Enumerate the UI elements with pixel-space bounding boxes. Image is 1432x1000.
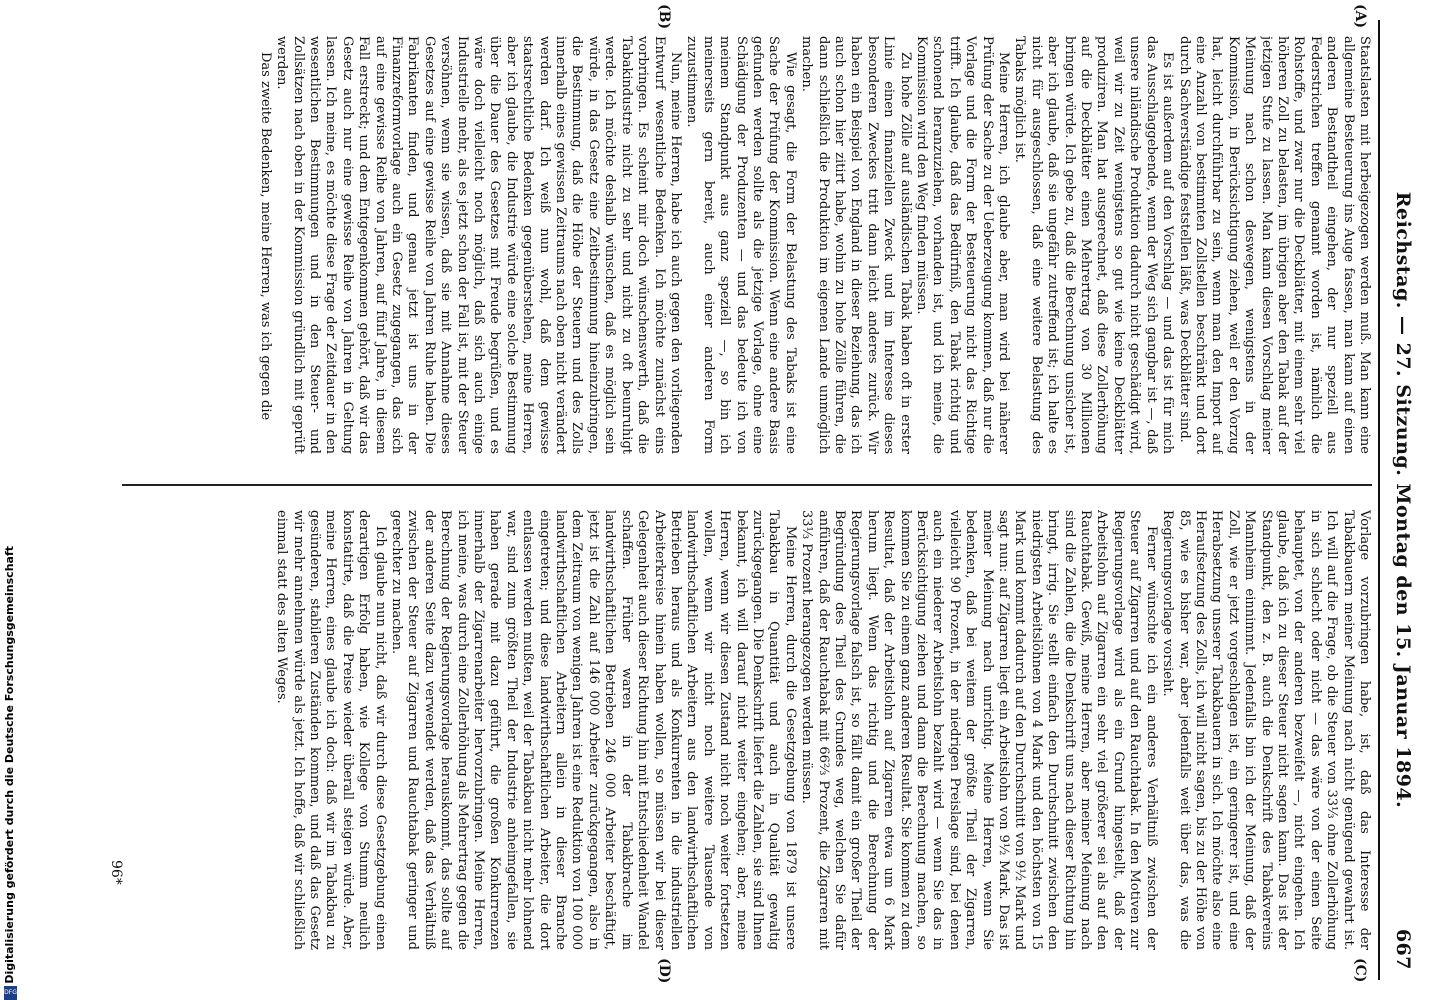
paragraph: Staatslasten mit herbeigezogen werden muß. Man kann eine allgemeine Besteuerung ins Auge fassen, man kann auf einen anderen Bestandtheil eingehen, der nur speziell aus Federstrichen treffen genannt worden ist, nämlich die Rohstoffe, und zwar nur die Deckblätter, mit einem sehr viel höheren Zoll zu belasten, im übrigen aber den Tabak auf der jetzigen Stufe zu lassen. Man kann diesen Vorschlag meiner Meinung nach schon deswegen, wenigstens in der Kommission, in Berücksichtigung ziehen, weil er den Vorzug hat, leicht durchführbar zu sein, wenn man den Import auf eine Anzahl von bestimmten Zollstellen beschränkt und dort durch Sachverständige feststellen läßt, was Deckblätter sind. (1176, 36, 1372, 454)
paragraph: Meine Herren, durch die Gesetzgebung von 1879 ist unsere Tabakbau in Quantität und auch in Qualität gewaltig zurückgegangen. Die Denkschrift liefert die Zahlen, sie sind Ihnen bekannt, ich will darauf nicht weiter eingehen; aber, meine Herren, wenn wir diesen Zustand nicht noch weiter fortsetzen wollen, wenn wir nicht noch weitere Tausende von landwirthschaftlichen Arbeitern aus den landwirthschaftlichen Betrieben heraus und als Konkurrenten in die industriellen Arbeiterkreise hinein haben wollen, so müssen wir bei dieser Gelegenheit auch dieser Richtung hin mit Entschiedenheit Wandel schaffen. Früher waren in der Tabakbrache im landwirthschaftlichen Betrieben 246 000 Arbeiter beschäftigt, jetzt ist die Zahl auf 146 000 Arbeiter zurückgegangen, also in dem Zeitraum von wenigen Jahren ist eine Reduktion von 100 000 landwirthschaftlichen Arbeitern allein in dieser Branche eingetreten; und diese landwirthschaftlichen Arbeiter, die dort entlassen werden mußten, weil der Tabakbau nicht mehr lohnend war, sind zum größten Theil der Industrie anheimgefallen, sie haben gerade mit dazu geführt, die großen Konkurrenzen innerhalb der Zigarrenarbeiter hervorzubringen. Meine Herren, ich meine, was durch eine Zollerhöhung als Mehrertrag gegen die Berechnung der Regierungsvorlage herauskommt, das sollte auf der anderen Seite dazu verwendet werden, daß das Verhältniß zwischen der Steuer auf Zigarren und Rauchtabak geringer und gerechter zu machen. (389, 510, 798, 950)
paragraph: Vorlage vorzubringen habe, ist, daß das Interesse der Tabakbauern meiner Meinung nach nicht genügend gewahrt ist. Ich will auf die Frage, ob die Steuer von 33⅓ ohne Zollerhöhung in sich schlecht oder nicht — das wäre von der einen Seite behauptet, von der anderen bezweifelt —, nicht eingehen. Ich glaube, daß ich zu dieser Steuer nicht sagen kann. Das ist der Standpunkt, den z. B. auch die Denkschrift des Tabakvereins Mannheim einnimmt. Jedenfalls bin ich der Meinung, daß der Zoll, wie er jetzt vorgeschlagen ist, ein geringerer ist, und eine Herabsetzung unserer Tabakbauern in sich. Ich möchte also eine Heraufsetzung des Zolls, ich will nicht sagen, bis zu der Höhe von 85, wie es bisher war, aber jedenfalls weit über das, was die Regierungsvorlage vorsieht. (1160, 510, 1372, 950)
page-number: 667 (1392, 928, 1414, 970)
rotated-document (78, 0, 1432, 1000)
dfg-logo: DFG (4, 986, 17, 1000)
page-header (1382, 30, 1414, 970)
margin-marker-d: (D) (656, 958, 672, 984)
margin-marker-b: (B) (656, 4, 672, 30)
sheet-signature: 96* (108, 860, 124, 885)
column-divider (122, 484, 1372, 486)
left-text-column (132, 36, 1372, 454)
paragraph: Das zweite Bedenken, meine Herren, was ich gegen die (257, 52, 273, 421)
header-rule (1378, 20, 1380, 980)
digitization-credit-strip (0, 0, 22, 1000)
paragraph: Ferner wünschte ich ein anderes Verhältniß zwischen der Steuer auf Zigarren und auf den Rauchtabak. In den Motiven zur Regierungsvorlage wird als ein Grund hingestellt, daß der Arbeitslohn auf Zigarren ein sehr viel größerer sei als auf den Rauchtabak. Gewiß, meine Herren, aber meiner Meinung nach sind die Zahlen, die die Denkschrift uns nach dieser Richtung hin bringt, irrig. Sie stellt einfach den Durchschnitt zwischen den niedrigsten Arbeitslöhnen von 4 Mark und den höchsten von 15 Mark und kommt dadurch auf den Durchschnitt von 9½ Mark und sagt nun: auf Zigarren liegt ein Arbeitslohn von 9½ Mark. Das ist meiner Meinung nach unrichtig. Meine Herren, wenn Sie bedenken, daß bei weitem der größte Theil der Zigarren, vielleicht 90 Prozent, in der niedrigen Preislage sind, bei denen auch ein niederer Arbeitslohn bezahlt wird — wenn Sie das in Berücksichtigung ziehen und dann die Berechnung machen, so kommen Sie zu einem ganz anderen Resultat. Sie kommen zu dem Resultat, daß der Arbeitslohn auf Zigarren etwa um 6 Mark herum liegt. Wenn das richtig und die Berechnung der Regierungsvorlage falsch ist, so fällt damit ein großer Theil der Begründung des Theil des Grundes weg, welchen Sie dafür anführen, daß der Rauchtabak mit 66⅔ Prozent, die Zigarren mit 33⅓ Prozent herangezogen werden müssen. (799, 510, 1159, 950)
margin-marker-c: (C) (1352, 958, 1368, 983)
margin-marker-a: (A) (1352, 4, 1368, 29)
paragraph: Meine Herren, ich glaube aber, man wird bei näherer Prüfung der Sache zu der Ueberzeugung kommen, daß nur die Vorlage und die Form der Besteuerung nicht das Richtige trifft. Ich glaube, daß das Bedürfniß, den Tabak richtig und schonend heranzuziehen, vorhanden ist, und ich meine, die Kommission wird den Weg finden müssen. (914, 36, 1012, 454)
header-title: Reichstag. — 27. Sitzung. Montag den 15. Januar 1894. (1392, 191, 1414, 809)
paragraph: Es ist außerdem auf den Vorschlag — und das ist für mich das Ausschlaggebende, wenn der Weg sich gangbar ist —, daß unsere inländische Produktion dadurch nicht geschädigt wird, weil wir zu Zeit wenigstens so gut wie keine Deckblätter produziren. Man hat ausgerechnet, daß diese Zollerhöhung auf die Deckblätter einen Mehrertrag von 30 Millionen bringen würde. Ich gebe zu, daß die Berechnung unsicher ist, aber ich glaube, daß sie ungefähr zutreffend ist; ich halte es nicht für ausgeschlossen, daß eine weitere Belastung des Tabaks möglich ist. (1012, 36, 1176, 454)
paragraph: Nun, meine Herren, habe ich auch gegen den vorliegenden Entwurf wesentliche Bedenken. Ich möchte zunächst eins vorbringen. Es scheint mir doch wünschenswerth, daß die Tabakindustrie nicht zu sehr und nicht zu oft beunruhigt werde. Ich möchte deshalb wünschen, daß es möglich sein würde, in das Gesetz eine Zeitbestimmung hineinzubringen, die Bestimmung, daß die Höhe der Steuern und des Zolls innerhalb eines gewissen Zeitraums nach oben nicht verändert werden darf. Ich weiß nun wohl, daß dem gewisse staatsrechtliche Bedenken gegenüberstehen, meine Herren, aber ich glaube, die Industrie würde eine solche Bestimmung über die Dauer des Gesetzes mit Freude begrüßen, und es wäre doch vielleicht noch möglich, daß sich auch einige Industrielle mehr, als es jetzt schon der Fall ist, mit der Steuer versöhnen, wenn sie wissen, daß sie mit Annahme dieses Gesetzes auf eine gewisse Reihe von Jahren Ruhe haben. Die Fabrikanten finden, und genau jetzt ist uns in der Finanzreformvorlage auch ein Gesetz zugegangen, das sich auf eine gewisse Reihe von Jahren, auf fünf Jahre, in diesem Fall erstreckt; und dem Entgegenkommen gehört, daß wir das Gesetz auch nur eine gewisse Reihe von Jahren in Geltung lassen. Ich meine, es möchte diese Frage der Zeitdauer in den wesentlichen Bestimmungen und in den Steuer- und Zollsätzen nach oben in der Kommission gründlich mit geprüft werden. (274, 36, 683, 454)
right-text-column (132, 510, 1372, 950)
dfg-credit-text: Digitalisierung gefördert durch die Deutsche Forschungsgemeinschaft (3, 546, 16, 984)
paragraph: Zu hohe Zölle auf ausländischen Tabak haben oft in erster Linie einen finanziellen Zweck und im Interesse dieses besonderen Zweckes tritt dann leicht anderes zurück. Wir haben ein Beispiel von England in dieser Beziehung, das ich auch schon hier zitirt habe, wohin zu hohe Zölle führen, die dann schließlich die Produktion im eigenen Lande unmöglich machen. (799, 36, 913, 454)
paragraph: Ich glaube nun nicht, daß wir durch diese Gesetzgebung einen derartigen Erfolg haben, wie Kollege von Stumm neulich konstatirte, daß die Preise wieder überall steigen würde. Aber, meine Herren, eines glaube ich doch: daß wir im Tabakbau zu gesünderen, stabileren Zuständen kommen, und daß das Gesetz wir mehr annehmen würde als jetzt. Ich hoffe, daß wir schließlich einmal statt des alten Weges. (274, 510, 388, 950)
paragraph: Wie gesagt, die Form der Belastung des Tabaks ist eine Sache der Prüfung der Kommission. Wenn eine andere Basis gefunden werden sollte als die jetzige Vorlage, ohne eine Schädigung der Produzenten — und das bedeute ich von meinem Standpunkt aus ganz speziell —, so bin ich meinerseits gern bereit, auch einer anderen Form zuzustimmen. (684, 36, 798, 454)
